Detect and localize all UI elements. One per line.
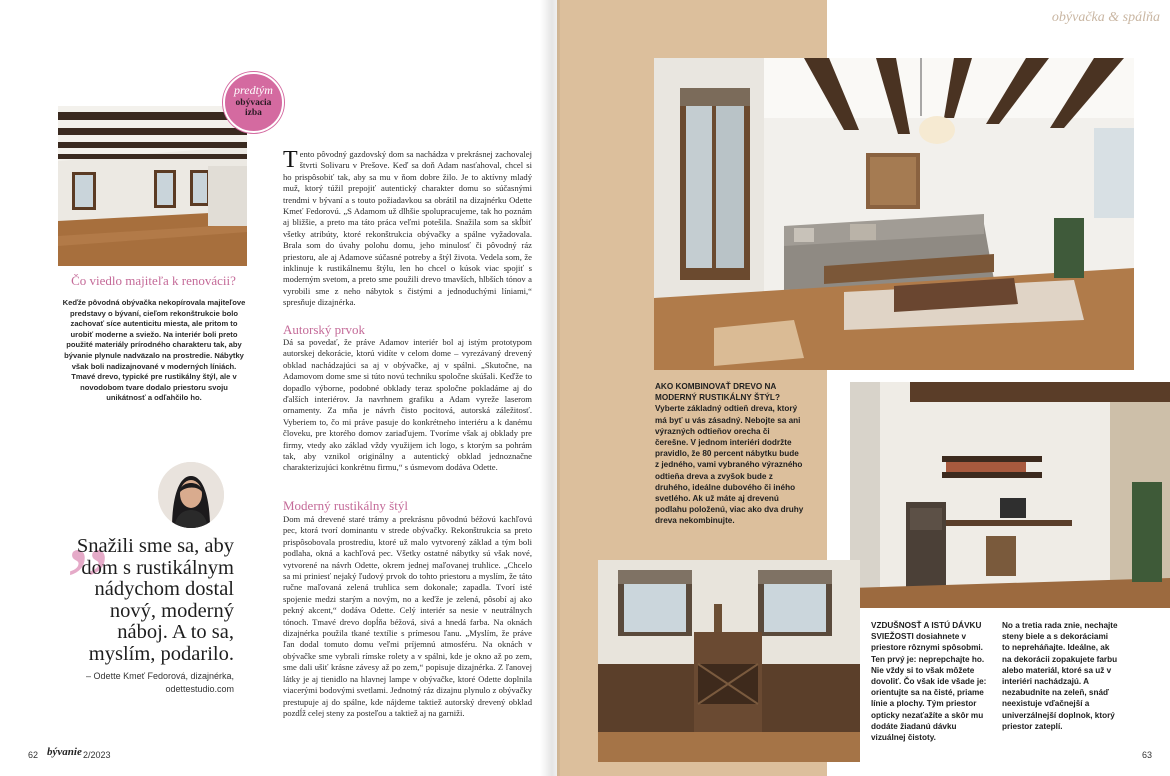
office-photo	[850, 382, 1170, 608]
living-room-photo	[654, 58, 1134, 370]
quote-mark: „	[66, 474, 110, 582]
tip2-body: dosiahnete v priestore rôznymi spôsobmi. Ten prvý je: neprepchajte ho. Nie vždy si to však môžete dovoliť. Čo však ide všade je: orientujte sa na čisté, priame línie a plochy. Tým priestor opticky nezaťažíte a skôr mu dodáte žiadanú dávku vizuálnej čistoty.	[871, 632, 987, 743]
quote-author	[66, 670, 234, 696]
subhead-modern-rustic: Moderný rustikálny štýl	[283, 498, 408, 513]
tip1-body: Vyberte základný odtieň dreva, ktorý má byť u vás zásadný. Nebojte sa ani výrazných odtieňov orecha či čerešne. V jednom interiéri dodržte pravidlo, že 80 percent nábytku bude z jedného, vami vybraného výrazného odtieňa dreva a zvyšok bude z druhého, ideálne dubového či iného svetlého. Ak už máte aj drevenú podlahu položenú, viac ako dva druhy dreva nekombinujte.	[655, 404, 804, 526]
tip1-heading: AKO KOMBINOVAŤ DREVO NA MODERNÝ RUSTIKÁLNY ŠTÝL?	[655, 382, 780, 403]
badge-line2: obývacia	[235, 98, 272, 108]
tip3	[1002, 620, 1118, 732]
section-tag: obývačka & spálňa	[1051, 10, 1160, 25]
dropcap: T	[283, 149, 298, 173]
subhead-authorial: Autorský prvok	[283, 322, 365, 337]
designer-avatar	[158, 462, 224, 528]
tip3-body: No a tretia rada znie, nechajte steny biele a s dekoráciami to nepreháňajte. Ideálne, ak na dekorácii zopakujete farbu alebo materiál, ktoré sa už v interiéri nachádzajú. A nezabudnite na zeleň, snáď neexistuje vďačnejší a univerzálnejší doplnok, ktorý priestor zateplí.	[1002, 621, 1118, 731]
quote-author-site: odettestudio.com	[165, 684, 234, 694]
page-number-left: 62	[28, 750, 39, 760]
issue-number: 2/2023	[83, 750, 111, 760]
page-gutter	[540, 0, 560, 776]
tip1	[655, 381, 805, 527]
sidebar-body: Keďže pôvodná obývačka nekopírovala majiteľove predstavy o bývaní, cieľom rekonštrukcie bolo zachovať síce autenticitu miesta, ale pritom to urobiť moderne a sviežo. Na interiér boli preto použité materiály prírodného charakteru tak, aby bývanie plynule nadväzalo na prostredie. Nábytky však boli nadizajnované v moderných líniách. Tmavé drevo, typické pre rustikálny štýl, ale v novodobom tvare dodalo priestoru svoju unikátnosť a odľahčilo ho.	[62, 298, 246, 403]
sidebar-question: Čo viedlo majiteľa k renovácii?	[71, 273, 236, 288]
magazine-logo: bývanie	[47, 746, 82, 758]
article-para2: Dom má drevené staré trámy a prekrásnu pôvodnú béžovú kachľovú pec, ktorá tvorí dominantu v strede obývačky. Rekonštrukcia sa preto prispôsobovala prostrediu, ktoré už malo vytvorený základ a tým boli podlaha, okná a kachľová pec. Všetky ostatné nábytky sú však nové, vytvorené na návrh Odette, okrem jednej maľovanej truhlice. „Chcelo sa mi priniesť nejaký ľudový prvok do tohto priestoru a myslím, že táto ručne maľovaná zelená truhlica sem dokonale; zapadla. Tvorí isté spojenie medzi starým a novým, no a keďže je zelená, pôsobí aj ako pekný akcent,“ dodáva Odette. Celý interiér sa nesie v neutrálnych tónoch. Tmavé drevo dopĺňa béžová, sivá a hnedá farba. Na oknách dizajnérka použila tkané textílie s prímesou ľanu. „Myslím, že práve ľan dodal tomuto domu veľmi príjemnú atmosféru. Na oknách v obývačke sme vybrali rímske rolety a v spálni, kde je okno až po zem, sme dali ušiť krásne závesy až po zem,“ popisuje dizajnérka. Z ľanovej látky je aj tienidlo na hlavnej lampe v obývačke, ktoré Odette doplnila viacerými bodovými svetlami. Jednotný ráz dizajnu plynulo z obývačky prestupuje aj do spálne, kde nájdeme taktiež autorský drevený obklad pozdĺž celej steny za posteľou a taktiež aj na garniži.	[283, 514, 532, 718]
tip2	[871, 620, 991, 743]
pull-quote: Snažili sme sa, aby dom s rustikálnym nádychom dostal nový, moderný náboj. A to sa, myslím, podarilo.	[76, 535, 234, 665]
tip2-heading: VZDUŠNOSŤ A ISTÚ DÁVKU SVIEŽOSTI	[871, 621, 982, 642]
article-intro	[283, 149, 532, 315]
page-number-right: 63	[1141, 750, 1152, 760]
quote-author-name: – Odette Kmeť Fedorová, dizajnérka,	[86, 671, 234, 681]
article-para1: Dá sa povedať, že práve Adamov interiér bol aj istým prototypom autorskej dekorácie, ktorú vidíte v celom dome – vyrezávaný drevený obklad nachádzajúci sa aj v obývačke, aj v spálni. „Skutočne, na Adamovom dome sme si túto novú techniku spoločne skúšali. Keďže to dopadlo výborne, podobné obklady teraz spoločne pokladáme aj do ďalších interiérov. Ja navrhnem grafiku a Adam vyreže laserom ornamenty. Za mňa je návrh čisto pocitová, autorská záležitosť. Vyberiem to, čo mi práve pasuje do konkrétneho interiéru a k danému človeku, pre ktorého domov zariaďujem. Tvoríme však aj obklady pre firmy, vtedy ako základ vždy využijem ich logo, s ktorým sa pohrám tak, aby vznikol originálny a autentický obklad jednoznačne charakterizujúci konkrétnu firmu,“ s úsmevom dodáva Odette.	[283, 337, 532, 473]
shelf-photo	[598, 560, 860, 762]
before-photo	[58, 106, 247, 266]
badge-line1: predtým	[234, 83, 273, 97]
before-badge	[223, 72, 284, 133]
article-intro-text: ento pôvodný gazdovský dom sa nachádza v prekrásnej zachovalej štvrti Solivaru v Prešove. Keď sa doň Adam nasťahoval, chcel si ho prispôsobiť tak, aby sa mu v ňom dobre žilo. Je to aktívny mladý muž, ktorý túžil prepojiť autentický charakter domu so súčasnými trendmi v bývaní a s touto požiadavkou sa obrátil na dizajnérku Odette Kmeť Fedorovú. „S Adamom už dlhšie spolupracujeme, tak ho poznám aj bližšie, a preto ma táto práca veľmi potešila. Snažila som sa skĺbiť všetky atribúty, ktoré rekonštrukcia obývačky a spálne vyžadovala. Brala som do úvahy polohu domu, jeho minulosť či pôvodný ráz priestoru, ale aj Adamove súčasné potreby a štýl života. Vedela som, že inklinuje k rustikálnemu štýlu, len ho chcel o kúsok viac spojiť s moderným svetom, a preto sme použili drevo tmavších, hlbších tónov a vyrobili sme z neho nábytok s čistými a jednoduchými líniami,“ spresňuje dizajnérka.	[283, 149, 532, 308]
badge-line3: izba	[245, 108, 262, 118]
